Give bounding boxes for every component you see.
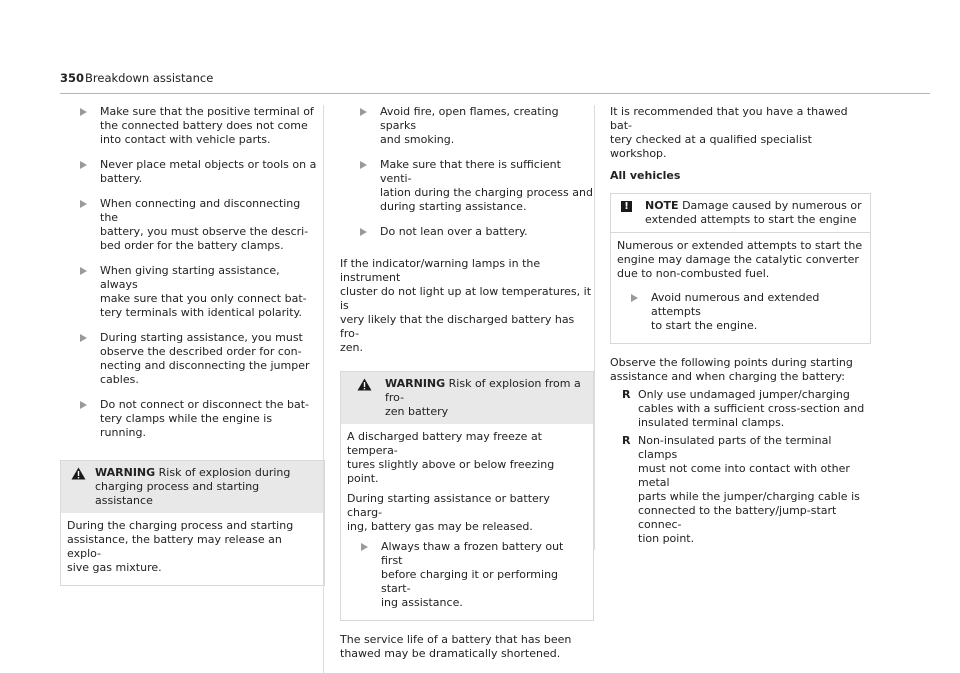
paragraph: Observe the following points during starting assistance and when charging the battery: xyxy=(610,356,853,383)
arrow-bullet-icon xyxy=(80,161,87,169)
paragraph: If the indicator/warning lamps in the instrument cluster do not light up at low temperatures, it is very likely that the discharged battery has fro- zen. xyxy=(340,257,592,354)
arrow-bullet-icon xyxy=(80,267,87,275)
list-item: R Non-insulated parts of the terminal clamps must not come into contact with other metal parts while the jumper/charging cable is connected to the battery/jump-start connec- tion point. xyxy=(622,434,860,545)
list-item: Avoid numerous and extended attempts to start the engine. xyxy=(617,291,864,333)
list-item: When connecting and disconnecting the battery, you must observe the descri- bed order for the battery clamps. xyxy=(60,197,318,253)
warning-box xyxy=(340,371,594,621)
list-item: Do not connect or disconnect the bat- tery clamps while the engine is running. xyxy=(60,398,318,440)
note-label: NOTE xyxy=(645,199,679,212)
list-item: Make sure that there is sufficient venti- lation during the charging process and during starting assistance. xyxy=(340,158,594,214)
note-header xyxy=(611,194,870,232)
warning-triangle-icon xyxy=(357,378,372,391)
column-1 xyxy=(60,105,323,598)
note-box xyxy=(610,193,871,344)
warning-triangle-icon xyxy=(71,467,86,480)
warning-heading: Risk of explosion from a fro- zen battery xyxy=(385,377,581,418)
list-item: Avoid fire, open flames, creating sparks and smoking. xyxy=(340,105,594,147)
exclamation-icon: ! xyxy=(621,201,632,212)
note-heading: Damage caused by numerous or extended attempts to start the engine xyxy=(645,199,862,226)
page-number: 350 xyxy=(60,71,85,85)
arrow-bullet-icon xyxy=(631,294,638,302)
arrow-bullet-icon xyxy=(360,161,367,169)
warning-header xyxy=(341,372,593,424)
arrow-bullet-icon xyxy=(361,543,368,551)
warning-box xyxy=(60,460,325,586)
warning-label: WARNING xyxy=(95,466,156,479)
arrow-bullet-icon xyxy=(80,108,87,116)
r-bullet-icon: R xyxy=(622,434,631,447)
subheading: All vehicles xyxy=(610,169,681,182)
warning-body: A discharged battery may freeze at tempera- tures slightly above or below freezing point. During starting assistance or battery charg- ing, battery gas may be released. Always thaw a frozen battery out first before charging it or performing start- ing assistance. xyxy=(341,424,593,620)
warning-heading: Risk of explosion during charging process and starting assistance xyxy=(95,466,291,507)
section-title: Breakdown assistance xyxy=(85,71,214,85)
arrow-bullet-icon xyxy=(80,401,87,409)
warning-header xyxy=(61,461,324,513)
warning-label: WARNING xyxy=(385,377,446,390)
arrow-bullet-icon xyxy=(80,334,87,342)
arrow-bullet-icon xyxy=(80,200,87,208)
note-body: Numerous or extended attempts to start the engine may damage the catalytic converter due to non-combusted fuel. Avoid numerous and extended attempts to start the engine. xyxy=(617,239,863,332)
list-item: Do not lean over a battery. xyxy=(340,225,594,239)
column-3 xyxy=(594,105,871,550)
list-item: Always thaw a frozen battery out first before charging it or performing start- ing assistance. xyxy=(347,540,587,610)
list-item: Make sure that the positive terminal of the connected battery does not come into contact with vehicle parts. xyxy=(60,105,318,147)
list-item: R Only use undamaged jumper/charging cables with a sufficient cross-section and insulated terminal clamps. xyxy=(622,388,865,429)
arrow-bullet-icon xyxy=(360,108,367,116)
page-header xyxy=(60,71,930,94)
list-item: Never place metal objects or tools on a battery. xyxy=(60,158,318,186)
r-bullet-icon: R xyxy=(622,388,631,401)
list-item: During starting assistance, you must observe the described order for con- necting and disconnecting the jumper cables. xyxy=(60,331,318,387)
paragraph: It is recommended that you have a thawed bat- tery checked at a qualified specialist workshop. xyxy=(610,105,848,160)
arrow-bullet-icon xyxy=(360,228,367,236)
paragraph: The service life of a battery that has been thawed may be dramatically shortened. xyxy=(340,633,572,660)
column-2 xyxy=(323,105,594,673)
list-item: When giving starting assistance, always make sure that you only connect bat- tery terminals with identical polarity. xyxy=(60,264,318,320)
warning-body: During the charging process and starting assistance, the battery may release an explo- sive gas mixture. xyxy=(67,519,294,574)
